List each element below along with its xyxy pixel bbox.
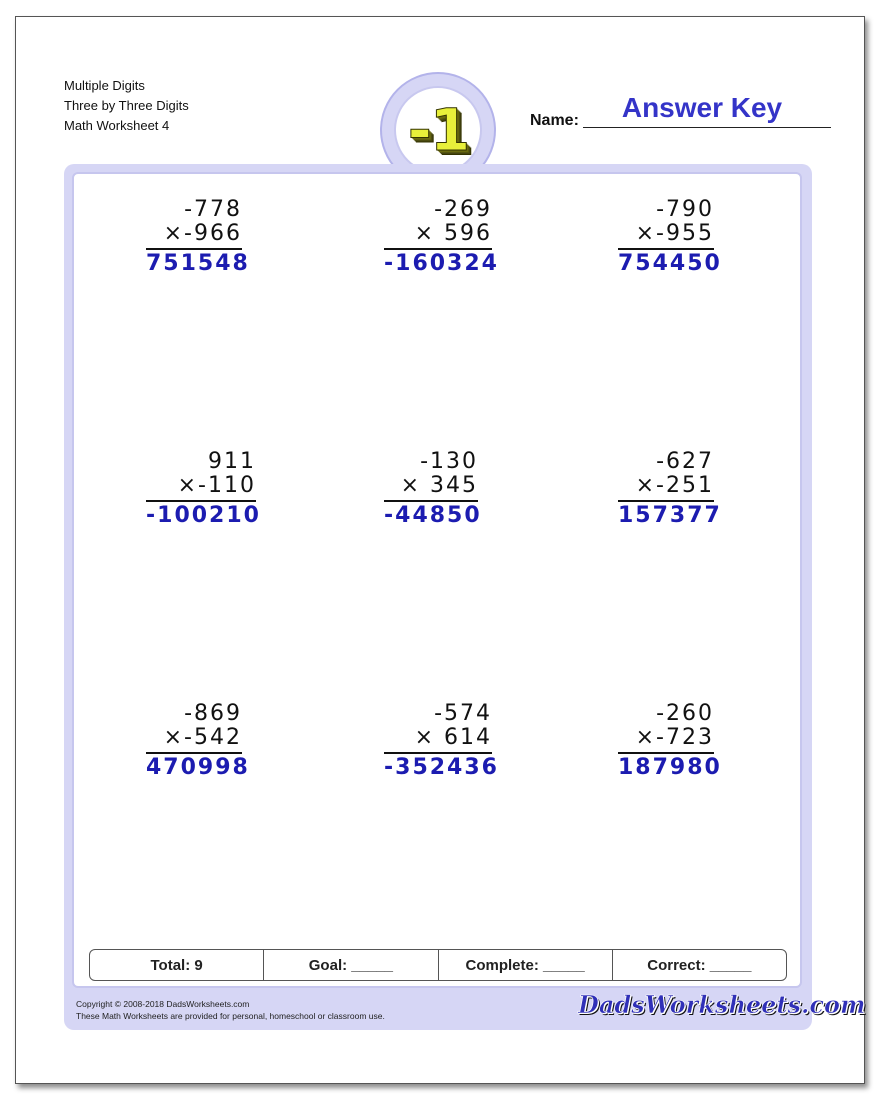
problem-7 [146, 701, 250, 782]
multiplier: ×-251 [635, 473, 714, 498]
answer: -352436 [384, 755, 499, 780]
multiplier: × 614 [414, 725, 492, 750]
brand-logo: DadsWorksheets.com [578, 990, 866, 1019]
multiplier: × 596 [414, 221, 492, 246]
score-bar [89, 949, 787, 981]
multiplier: ×-723 [635, 725, 714, 750]
multiplicand: 911 [208, 449, 256, 474]
usage-note: These Math Worksheets are provided for personal, homeschool or classroom use. [76, 1011, 385, 1021]
multiplier: × 345 [400, 473, 478, 498]
multiplier: ×-542 [163, 725, 242, 750]
answer: -160324 [384, 251, 499, 276]
answer: -44850 [384, 503, 482, 528]
name-line [583, 127, 831, 128]
multiplicand: -869 [184, 701, 242, 726]
problem-2 [384, 197, 499, 278]
problem-4 [146, 449, 261, 530]
problem-8 [384, 701, 499, 782]
answer: 754450 [618, 251, 722, 276]
answer: 751548 [146, 251, 250, 276]
problem-3 [618, 197, 722, 278]
copyright-line: Copyright © 2008-2018 DadsWorksheets.com [76, 999, 250, 1009]
badge-label: -1 [407, 96, 469, 164]
multiplicand: -778 [184, 197, 242, 222]
meta-line-1: Multiple Digits [64, 78, 145, 93]
answer: -100210 [146, 503, 261, 528]
multiplicand: -130 [420, 449, 478, 474]
worksheet-meta [64, 76, 189, 136]
copyright-notice [76, 998, 385, 1022]
answer: 470998 [146, 755, 250, 780]
name-label: Name: [530, 112, 579, 129]
multiplicand: -574 [434, 701, 492, 726]
multiplicand: -260 [656, 701, 714, 726]
score-total: Total: 9 [90, 950, 264, 980]
problem-6 [618, 449, 722, 530]
multiplier: ×-110 [177, 473, 256, 498]
multiplier: ×-955 [635, 221, 714, 246]
multiplicand: -790 [656, 197, 714, 222]
multiplier: ×-966 [163, 221, 242, 246]
multiplicand: -269 [434, 197, 492, 222]
score-complete: Complete: _____ [439, 950, 613, 980]
score-correct: Correct: _____ [647, 956, 752, 974]
name-value: Answer Key [621, 92, 783, 123]
problems-frame [64, 164, 812, 1030]
problems-area [72, 172, 802, 988]
problem-5 [384, 449, 482, 530]
meta-line-3: Math Worksheet 4 [64, 118, 170, 133]
score-goal: Goal: _____ [264, 950, 438, 980]
meta-line-2: Three by Three Digits [64, 98, 189, 113]
problem-9 [618, 701, 722, 782]
problem-1 [146, 197, 250, 278]
multiplicand: -627 [656, 449, 714, 474]
answer: 157377 [618, 503, 722, 528]
answer: 187980 [618, 755, 722, 780]
